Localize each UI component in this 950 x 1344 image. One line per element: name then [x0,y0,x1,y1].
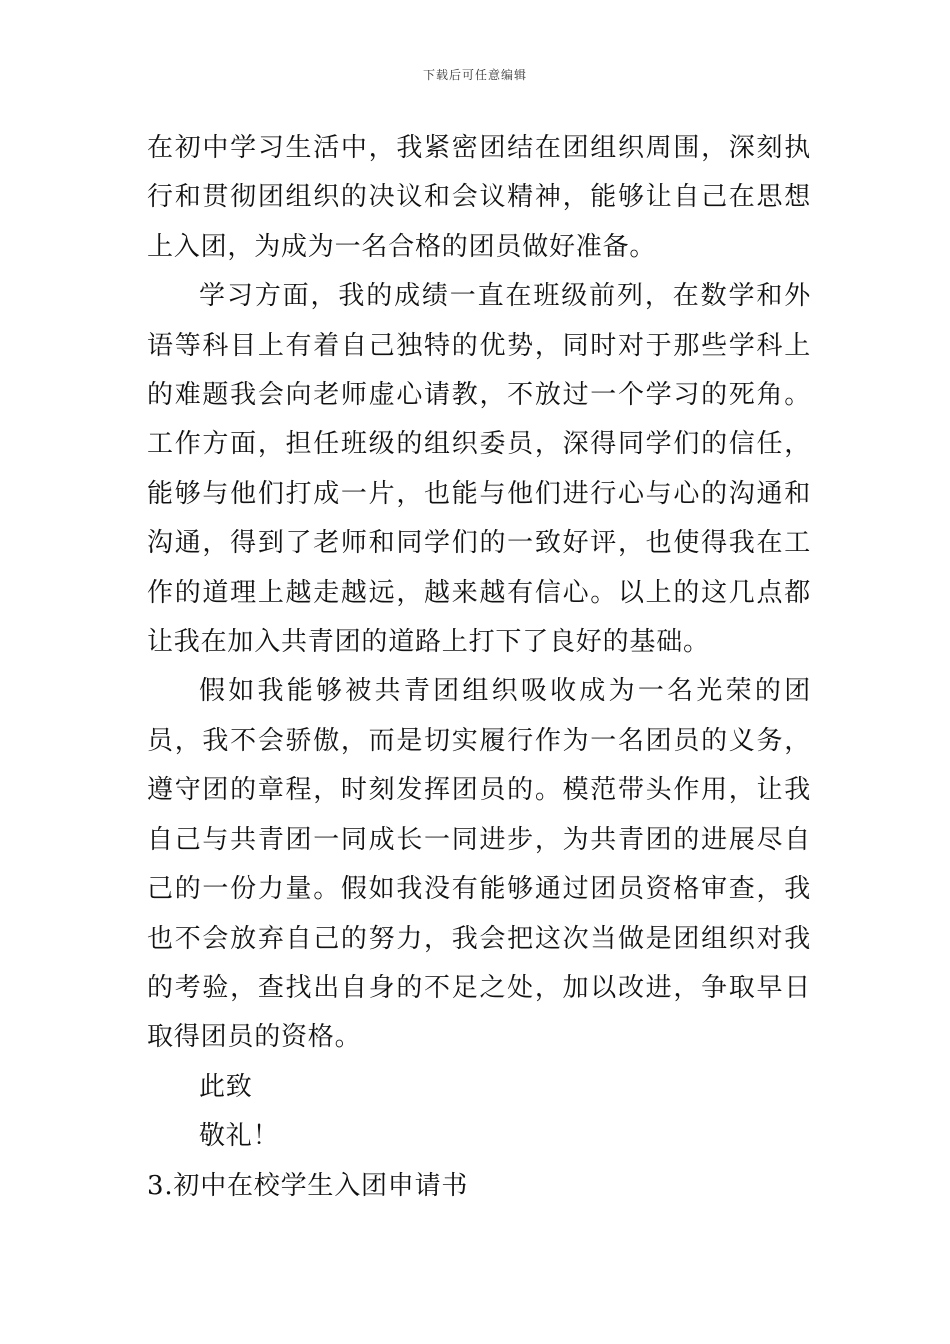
closing-salutation: 此致 [199,1071,253,1102]
paragraph-1: 在初中学习生活中，我紧密团结在团组织周围，深刻执行和贯彻团组织的决议和会议精神，能够让自己在思想上入团，为成为一名合格的团员做好准备。 [147,133,811,262]
section-heading: 3.初中在校学生入团申请书 [147,1170,469,1201]
paragraph-2: 学习方面，我的成绩一直在班级前列，在数学和外语等科目上有着自己独特的优势，同时对于那些学科上的难题我会向老师虚心请教，不放过一个学习的死角。工作方面，担任班级的组织委员，深得同学们的信任，能够与他们打成一片，也能与他们进行心与心的沟通和沟通，得到了老师和同学们的一致好评，也使得我在工作的道理上越走越远，越来越有信心。以上的这几点都让我在加入共青团的道路上打下了良好的基础。 [147,281,811,658]
closing-regards: 敬礼！ [199,1121,280,1152]
header-note: 下载后可任意编辑 [422,68,527,82]
document-body [147,124,811,1211]
paragraph-3: 假如我能够被共青团组织吸收成为一名光荣的团员，我不会骄傲，而是切实履行作为一名团员的义务，遵守团的章程，时刻发挥团员的。模范带头作用，让我自己与共青团一同成长一同进步，为共青团的进展尽自己的一份力量。假如我没有能够通过团员资格审查，我也不会放弃自己的努力，我会把这次当做是团组织对我的考验，查找出自身的不足之处，加以改进，争取早日取得团员的资格。 [147,676,811,1053]
